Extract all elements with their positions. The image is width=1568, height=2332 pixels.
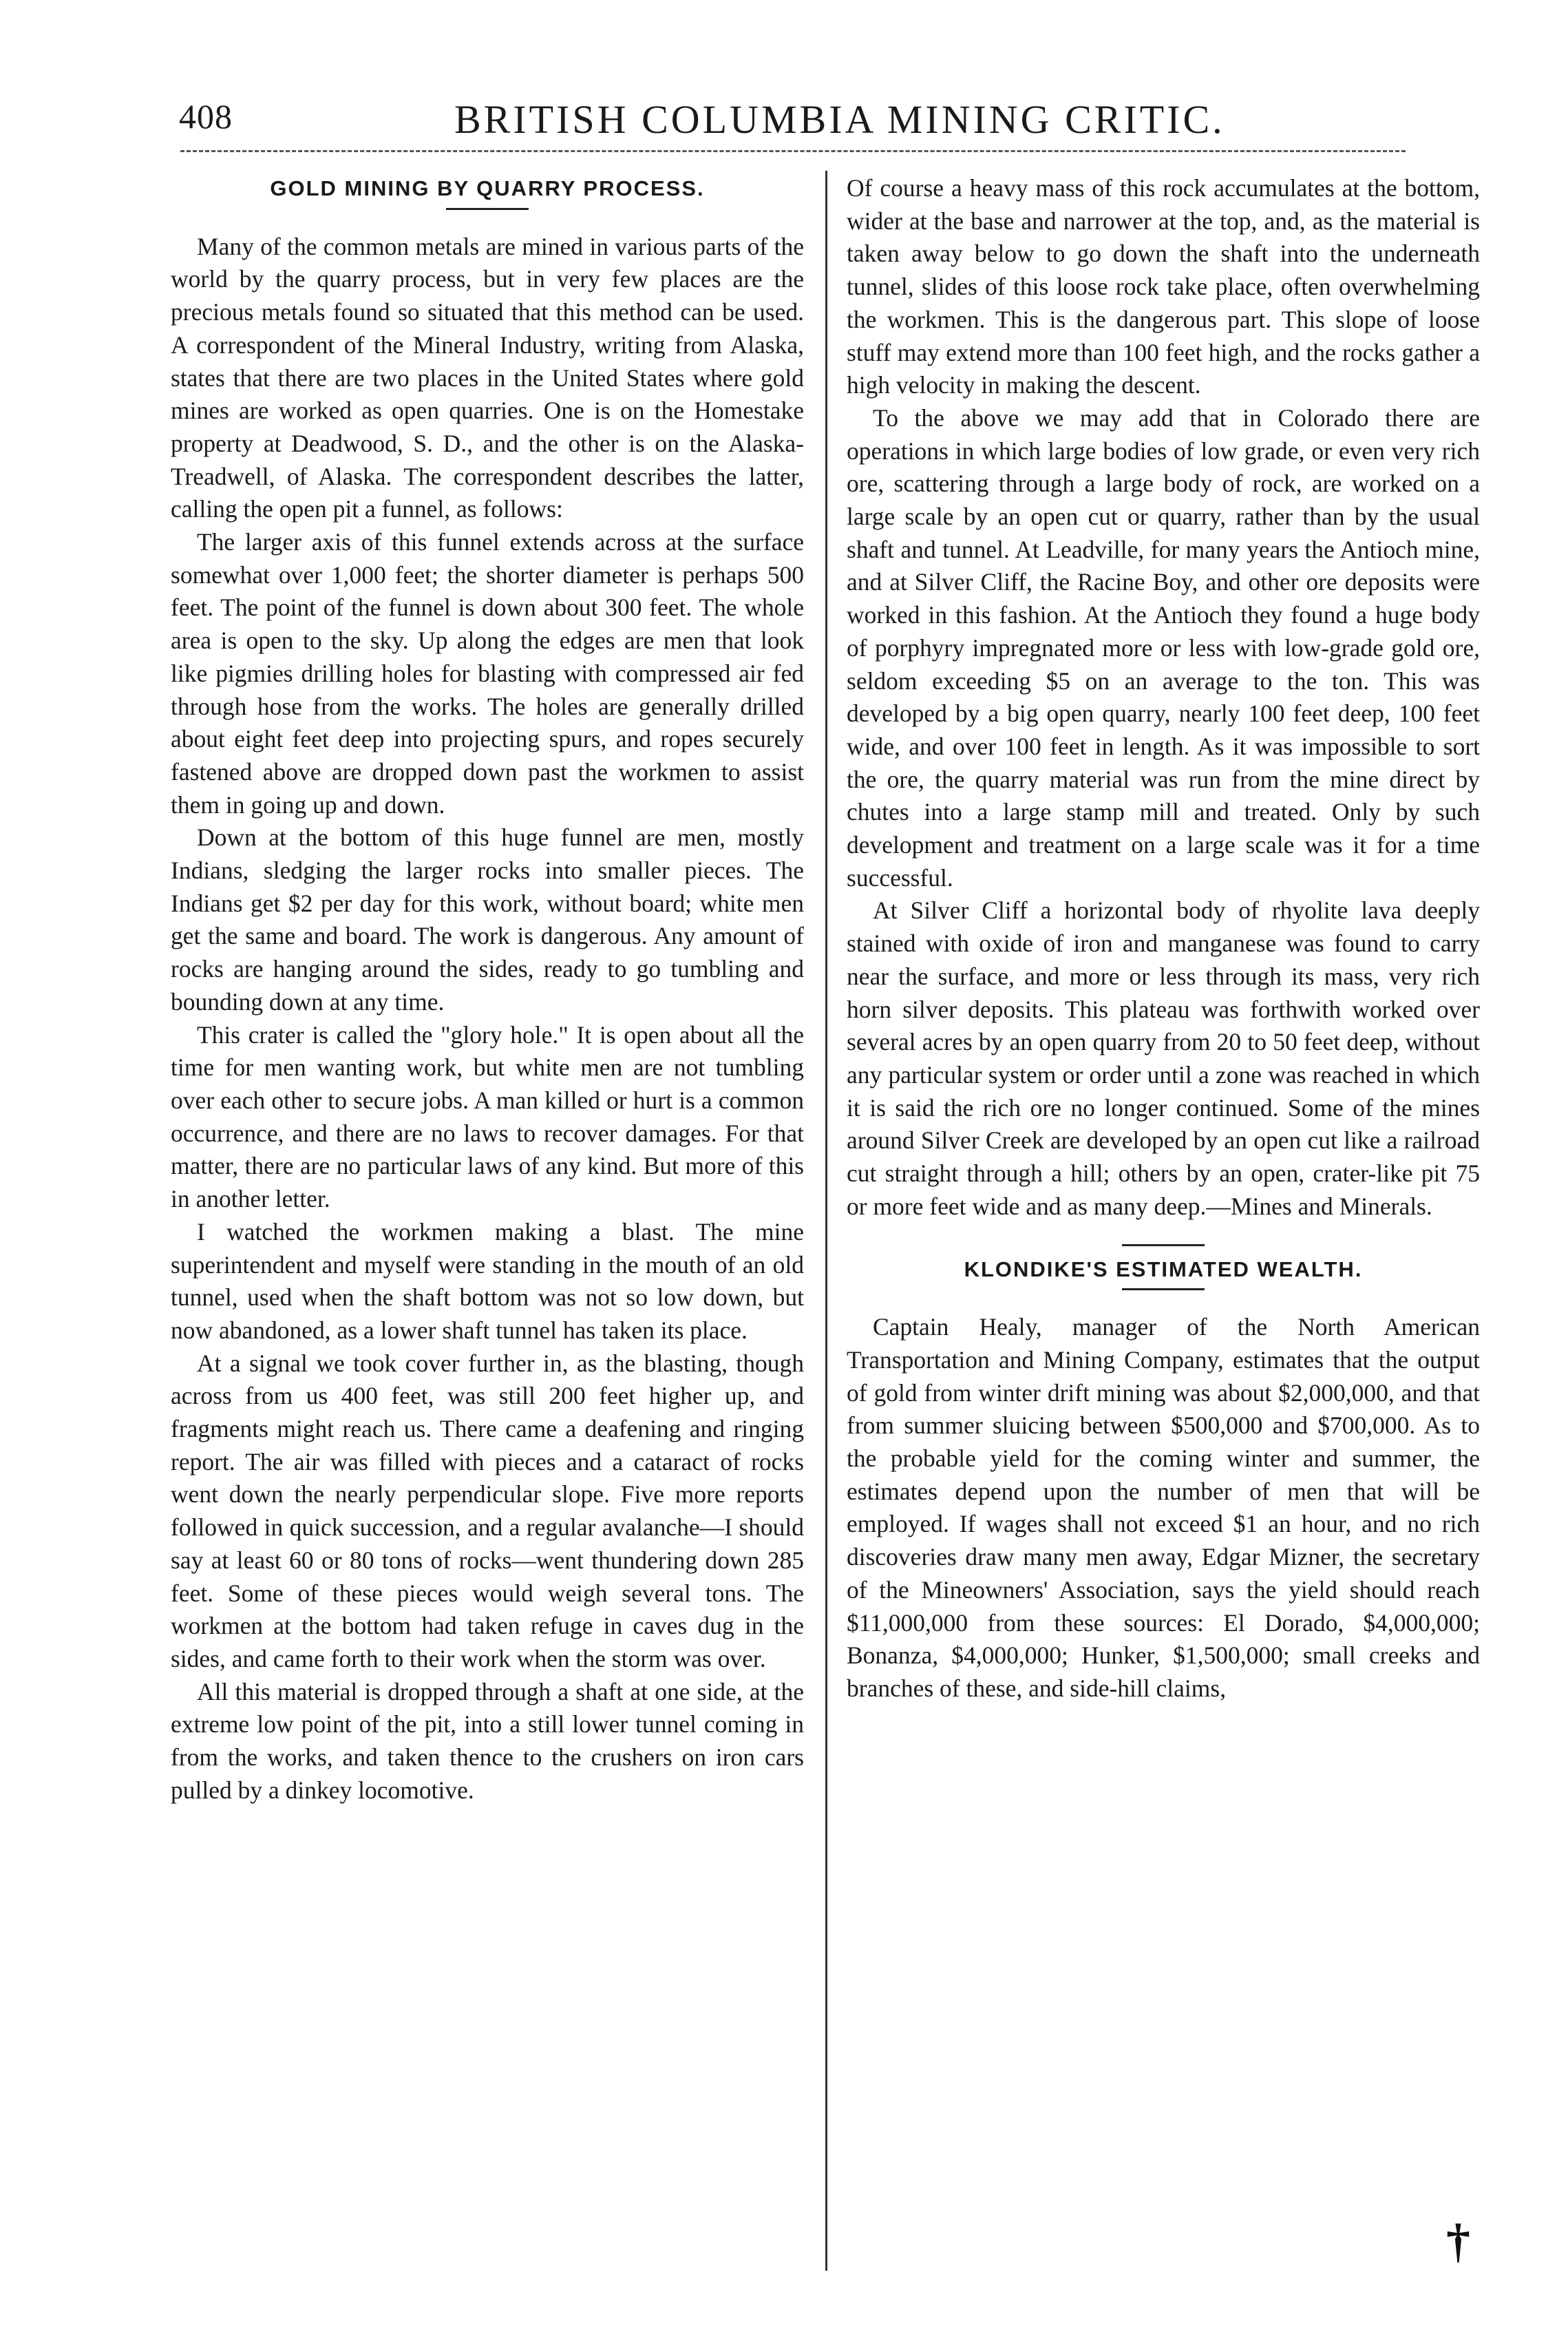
running-head bbox=[179, 96, 1404, 145]
title-rule bbox=[1122, 1288, 1205, 1290]
paragraph: Many of the common metals are mined in various parts of the world by the quarry process, but in very few places are the precious metals found so situated that this method can be used. A correspondent of the Mineral Industry, writing from Alaska, states that there are two places in the United States where gold mines are worked as open quarries. One is on the Homestake property at Deadwood, S. D., and the other is on the Alaska-Treadwell, of Alaska. The correspondent describes the latter, calling the open pit a funnel, as follows: bbox=[171, 232, 804, 523]
paragraph: At a signal we took cover further in, as the blasting, though across from us 400 feet, was still 200 feet higher up, and fragments might reach us. There came a deafening and ringing report. The air was filled with pieces and a cataract of rocks went down the nearly perpendicular slope. Five more reports followed in quick succession, and a regular avalanche—I should say at least 60 or 80 tons of rocks—went thundering down 285 feet. Some of these pieces would weigh several tons. The workmen at the bottom had taken refuge in caves dug in the sides, and came forth to their work when the storm was over. bbox=[171, 1349, 804, 1672]
section-rule bbox=[1122, 1244, 1205, 1246]
page-number: 408 bbox=[179, 97, 233, 136]
article-title-gold-mining: GOLD MINING BY QUARRY PROCESS. bbox=[270, 176, 705, 200]
paragraph: I watched the workmen making a blast. The mine superintendent and myself were standing in the mouth of an old tunnel, used when the shaft bottom was not so low down, but now abandoned, as a lower shaft tunnel has taken its place. bbox=[171, 1217, 804, 1344]
paragraph: Down at the bottom of this huge funnel are men, mostly Indians, sledging the larger rocks into smaller pieces. The Indians get $2 per day for this work, without board; white men get the same and board. The work is dangerous. Any amount of rocks are hanging around the sides, ready to go tumbling and bounding down at any time. bbox=[171, 823, 804, 1016]
journal-title: BRITISH COLUMBIA MINING CRITIC. bbox=[454, 97, 1225, 142]
header-rule bbox=[180, 150, 1406, 152]
left-column bbox=[171, 172, 804, 2279]
paragraph: The larger axis of this funnel extends across at the surface somewhat over 1,000 feet; the shorter diameter is perhaps 500 feet. The point of the funnel is down about 300 feet. The whole area is open to the sky. Up along the edges are men that look like pigmies drilling holes for blasting with compressed air fed through hose from the works. The holes are generally drilled about eight feet deep into projecting spurs, and ropes securely fastened above are dropped down past the workmen to assist them in going up and down. bbox=[171, 528, 804, 819]
paragraph: Of course a heavy mass of this rock accumulates at the bottom, wider at the base and narrower at the top, and, as the material is taken away below to go down the shaft into the underneath tunnel, slides of this loose rock take place, often overwhelming the workmen. This is the dangerous part. This slope of loose stuff may extend more than 100 feet high, and the rocks gather a high velocity in making the descent. bbox=[847, 174, 1480, 399]
title-rule bbox=[446, 208, 529, 210]
paragraph: Captain Healy, manager of the North American Transportation and Mining Company, estimates that the output of gold from winter drift mining was about $2,000,000, and that from summer sluicing between $500,000 and $700,000. As to the probable yield for the coming winter and summer, the estimates depend upon the number of men that will be employed. If wages shall not exceed $1 an hour, and no rich discoveries draw many men away, Edgar Mizner, the secretary of the Mineowners' Association, says the yield should reach $11,000,000 from these sources: El Dorado, $4,000,000; Bonanza, $4,000,000; Hunker, $1,500,000; small creeks and branches of these, and side-hill claims, bbox=[847, 1313, 1480, 1702]
article-title-klondike: KLONDIKE'S ESTIMATED WEALTH. bbox=[964, 1257, 1363, 1281]
column-divider bbox=[825, 171, 827, 2271]
paragraph: This crater is called the "glory hole." It is open about all the time for men wanting work, but white men are not tumbling over each other to secure jobs. A man killed or hurt is a common occurrence, and there are no laws to recover damages. For that matter, there are no particular laws of any kind. But more of this in another letter. bbox=[171, 1020, 804, 1213]
printer-mark-icon: † bbox=[1446, 2215, 1470, 2269]
right-column bbox=[847, 172, 1480, 2279]
paragraph: At Silver Cliff a horizontal body of rhyolite lava deeply stained with oxide of iron and manganese was found to carry near the surface, and more or less through its mass, very rich horn silver deposits. This plateau was forthwith worked over several acres by an open quarry from 20 to 50 feet deep, without any particular system or order until a zone was reached in which it is said the rich ore no longer continued. Some of the mines around Silver Creek are developed by an open cut like a railroad cut straight through a hill; others by an open, crater-like pit 75 or more feet wide and as many deep.—Mines and Minerals. bbox=[847, 896, 1480, 1220]
paragraph: All this material is dropped through a shaft at one side, at the extreme low point of the pit, into a still lower tunnel coming in from the works, and taken thence to the crushers on iron cars pulled by a dinkey locomotive. bbox=[171, 1677, 804, 1804]
paragraph: To the above we may add that in Colorado there are operations in which large bodies of low grade, or even very rich ore, scattering through a large body of rock, are worked on a large scale by an open cut or quarry, rather than by the usual shaft and tunnel. At Leadville, for many years the Antioch mine, and at Silver Cliff, the Racine Boy, and other ore deposits were worked in this fashion. At the Antioch they found a huge body of porphyry impregnated more or less with low-grade gold ore, seldom exceeding $5 on an average to the ton. This was developed by a big open quarry, nearly 100 feet deep, 100 feet wide, and over 100 feet in length. As it was impossible to sort the ore, the quarry material was run from the mine direct by chutes into a large stamp mill and treated. Only by such development and treatment on a large scale was it for a time successful. bbox=[847, 403, 1480, 892]
